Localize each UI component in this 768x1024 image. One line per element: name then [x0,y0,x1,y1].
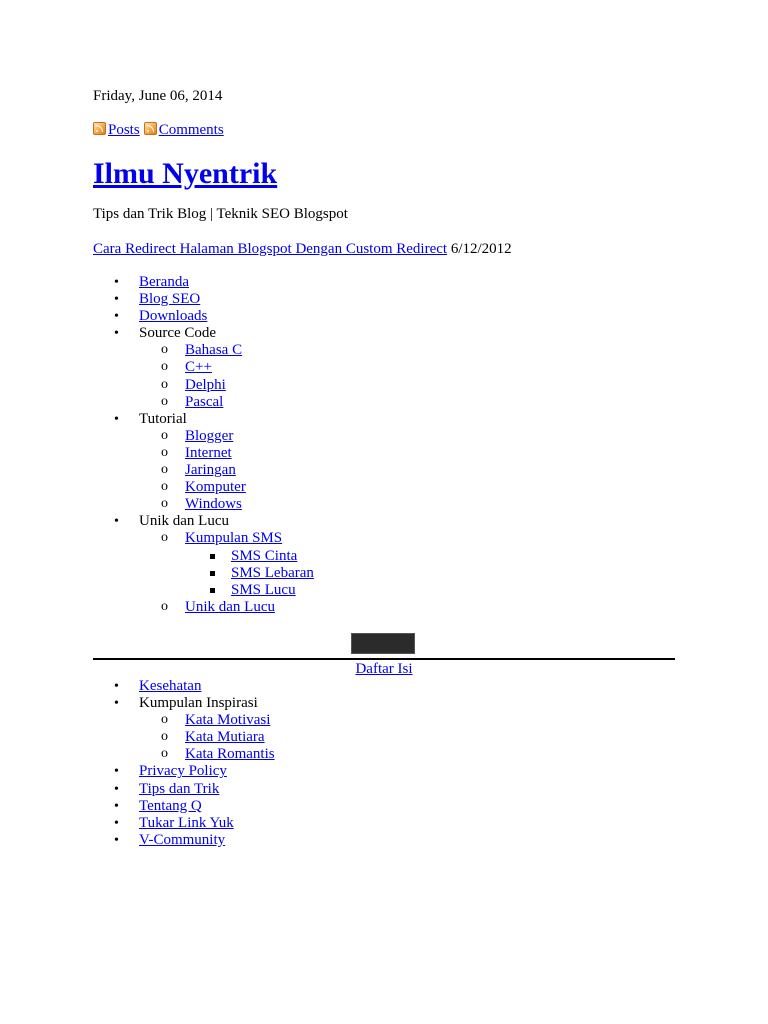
nav-subitem [139,496,493,513]
rss-feed-icon [144,122,157,135]
nav-subitem [139,599,493,616]
recent-post-date: 6/12/2012 [450,241,512,257]
nav-link-cpp[interactable]: C++ [185,359,212,376]
nav-link-downloads[interactable]: Downloads [139,308,208,325]
nav-link-delphi[interactable]: Delphi [185,376,226,393]
nav-link-sms-lucu[interactable]: SMS Lucu [231,581,296,598]
nav-subitem [139,479,493,496]
nav-link-windows[interactable]: Windows [185,496,242,513]
blog-tagline: Tips dan Trik Blog | Teknik SEO Blogspot [93,206,348,222]
nav-subitem [139,342,493,359]
nav-label-kumpulan-inspirasi: Kumpulan Inspirasi [139,695,258,712]
nav-link-blog-seo[interactable]: Blog SEO [139,291,201,308]
nav-item-v-community [93,832,493,849]
nav-subitem [139,359,493,376]
nav-subsubitem [185,582,493,599]
nav-link-komputer[interactable]: Komputer [185,479,246,496]
nav-subitem [139,712,493,729]
blog-title-link[interactable]: Ilmu Nyentrik [93,157,278,190]
nav-link-sms-lebaran[interactable]: SMS Lebaran [231,564,314,581]
nav-link-v-community[interactable]: V-Community [139,831,226,848]
rss-feed-icon [93,122,106,135]
nav-link-sms-cinta[interactable]: SMS Cinta [231,547,298,564]
nav-link-kesehatan[interactable]: Kesehatan [139,678,202,694]
nav-subsubitem [185,548,493,565]
nav-link-privacy-policy[interactable]: Privacy Policy [139,763,227,780]
nav-subitem [139,729,493,746]
nav-link-kumpulan-sms[interactable]: Kumpulan SMS [185,530,283,547]
main-navigation [93,274,493,616]
feed-links [93,122,224,139]
divider [93,658,675,660]
nav-label-source-code: Source Code [139,325,217,342]
nav-link-tukar-link[interactable]: Tukar Link Yuk [139,814,234,831]
nav-subitem [139,394,493,411]
comments-feed-link[interactable]: Comments [158,122,224,138]
nav-link-pascal[interactable]: Pascal [185,393,224,410]
nav-item-source-code [93,325,493,410]
nav-subitem [139,462,493,479]
nav-link-kata-motivasi[interactable]: Kata Motivasi [185,712,271,729]
daftar-isi-link[interactable]: Daftar Isi [355,661,413,677]
nav-link-unik-dan-lucu[interactable]: Unik dan Lucu [185,598,275,615]
recent-post-link[interactable]: Cara Redirect Halaman Blogspot Dengan Custom Redirect [93,241,448,257]
nav-link-beranda[interactable]: Beranda [139,274,189,290]
nav-link-kata-mutiara[interactable]: Kata Mutiara [185,729,265,746]
nav-link-tentang-q[interactable]: Tentang Q [139,797,202,814]
nav-item-blog-seo [93,291,493,308]
nav-link-internet[interactable]: Internet [185,444,232,461]
nav-link-kata-romantis[interactable]: Kata Romantis [185,746,275,763]
nav-link-tips-dan-trik[interactable]: Tips dan Trik [139,780,220,797]
nav-label-unik-dan-lucu: Unik dan Lucu [139,513,229,530]
nav-subsubitem [185,565,493,582]
nav-item-kumpulan-inspirasi [93,695,493,763]
daftar-isi [93,661,675,678]
nav-item-tips-dan-trik [93,781,493,798]
nav-item-privacy-policy [93,763,493,780]
nav-item-downloads [93,308,493,325]
nav-link-bahasa-c[interactable]: Bahasa C [185,342,243,359]
nav-subitem [139,428,493,445]
nav-subitem [139,377,493,394]
blog-title [93,155,277,193]
nav-item-tutorial [93,411,493,514]
recent-post [93,241,512,258]
nav-subitem [139,746,493,763]
nav-item-kesehatan [93,678,493,695]
nav-item-unik-dan-lucu [93,513,493,616]
nav-subitem [139,445,493,462]
menu-toggle-button[interactable] [351,633,415,654]
nav-item-beranda [93,274,493,291]
nav-item-tukar-link [93,815,493,832]
nav-link-blogger[interactable]: Blogger [185,427,234,444]
nav-link-jaringan[interactable]: Jaringan [185,462,236,479]
nav-subitem-kumpulan-sms [139,530,493,598]
posts-feed-link[interactable]: Posts [108,122,140,138]
secondary-navigation [93,678,493,849]
post-date: Friday, June 06, 2014 [93,88,223,104]
nav-item-tentang-q [93,798,493,815]
nav-label-tutorial: Tutorial [139,410,187,427]
